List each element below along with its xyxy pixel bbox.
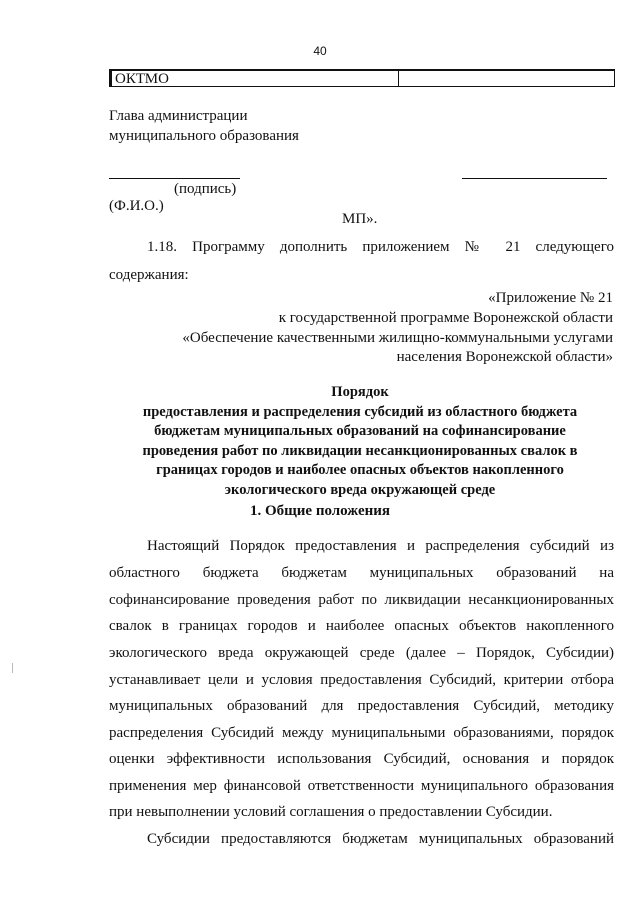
amendment-line2: содержания: [109,267,189,283]
document-title-line3: бюджетам муниципальных образований на софинансирование [154,423,566,439]
oktmo-value-cell [399,71,614,86]
paragraph-line: распределения Субсидий между муниципальными образованиями, порядок [109,725,614,741]
document-title-line5: границах городов и наиболее опасных объектов накопленного [156,462,564,478]
signatory-position-line2: муниципального образования [109,128,299,144]
signatory-position-line1: Глава администрации [109,108,248,124]
paragraph-line: Настоящий Порядок предоставления и распределения субсидий из [147,538,614,554]
paragraph-line: при невыполнении условий соглашения о предоставлении Субсидии. [109,804,553,820]
appendix-header-line4: населения Воронежской области» [396,349,613,365]
section-title: 1. Общие положения [249,503,391,519]
paragraph-line: устанавливает цели и условия предоставления Субсидий, критерии отбора [109,672,614,688]
document-title-line4: проведения работ по ликвидации несанкционированных свалок в [142,442,578,459]
paragraph-line: областного бюджета бюджетам муниципальных образований на [109,565,614,581]
signature-caption: (подпись) [174,181,237,197]
paragraph-line: экологического вреда окружающей среде (далее – Порядок, Субсидии) [109,645,614,661]
document-title [80,383,640,500]
appendix-header-line1: «Приложение № 21 [488,290,613,306]
paragraph-line: применения мер финансовой ответственности муниципального образования [109,778,614,794]
signature-underline-left [109,178,240,179]
margin-mark [12,663,13,673]
appendix-header-line3: «Обеспечение качественными жилищно-коммунальными услугами [182,330,613,346]
document-title-line1: Порядок [331,384,389,400]
page-number: 40 [313,44,327,58]
paragraph-line: свалок в границах городов и наиболее опасных объектов накопленного [109,618,614,634]
paragraph2-line1: Субсидии предоставляются бюджетам муниципальных образований [147,831,614,847]
oktmo-label: ОКТМО [110,71,399,86]
name-caption: (Ф.И.О.) [109,198,164,214]
stamp-place: МП». [342,211,378,227]
paragraph-line: софинансирование проведения работ по ликвидации несанкционированных [109,592,614,608]
paragraph-line: муниципальных образований для предоставления Субсидий, методику [109,698,614,714]
amendment-line1: 1.18. Программу дополнить приложением № 21 следующего [147,239,614,255]
signature-underline-right [462,178,607,179]
oktmo-table [109,69,615,87]
appendix-header-line2: к государственной программе Воронежской области [278,310,613,326]
document-title-line6: экологического вреда окружающей среде [224,481,496,498]
document-title-line2: предоставления и распределения субсидий из областного бюджета [142,403,578,420]
paragraph-line: оценки эффективности использования Субсидий, основания и порядок [109,751,614,767]
